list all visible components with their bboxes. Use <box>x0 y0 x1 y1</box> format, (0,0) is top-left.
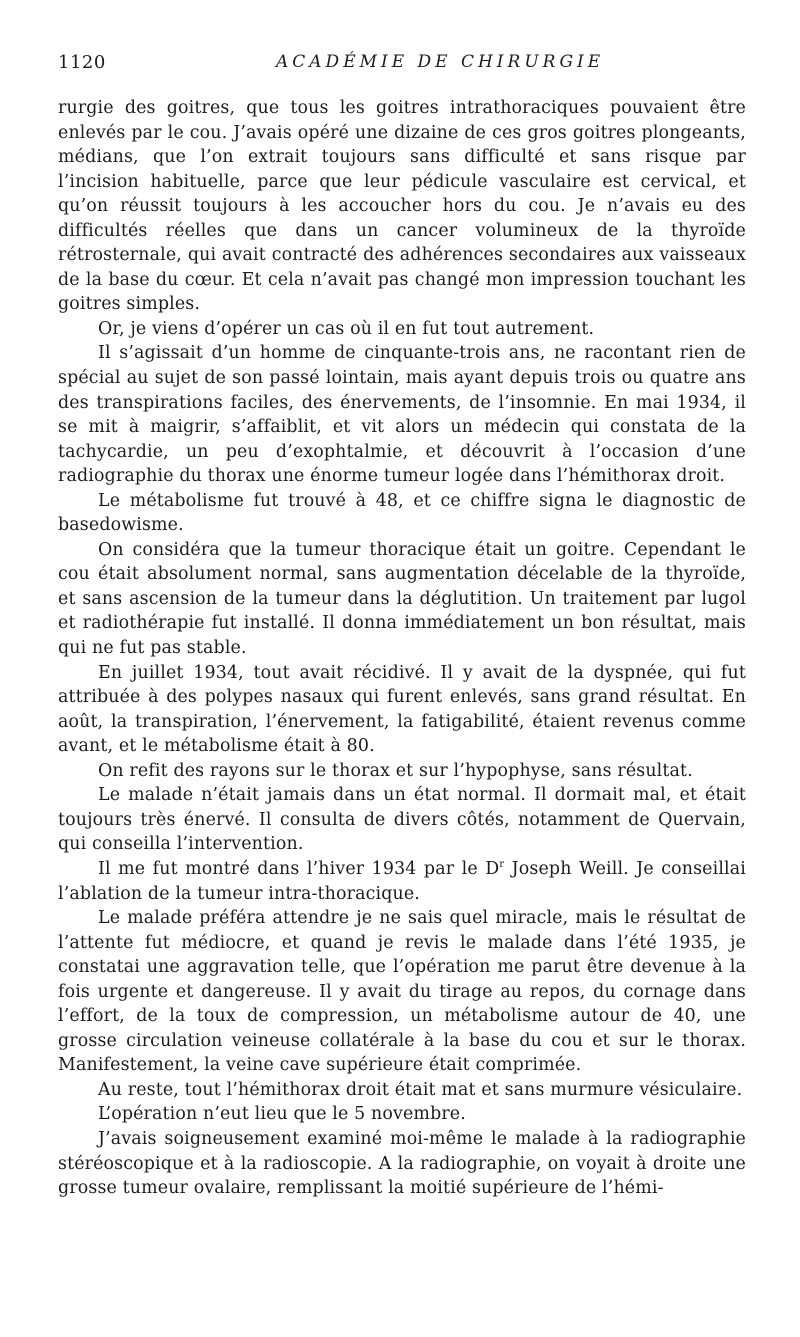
paragraph: On considéra que la tumeur thoracique était un goitre. Cependant le cou était absolument normal, sans augmentation décelable de la thyroïde, et sans ascension de la tumeur dans la déglutition. Un traitement par lugol et radiothérapie fut installé. Il donna immédiatement un bon résultat, mais qui ne fut pas stable. <box>58 539 746 659</box>
page-header <box>58 52 758 76</box>
paragraph: Le métabolisme fut trouvé à 48, et ce chiffre signa le diagnostic de basedowisme. <box>58 490 746 536</box>
paragraph: Il s’agissait d’un homme de cinquante-trois ans, ne racontant rien de spécial au sujet de son passé lointain, mais ayant depuis trois ou quatre ans des transpirations faciles, des énervements, de l’insomnie. En mai 1934, il se mit à maigrir, s’affaiblit, et vit alors un médecin qui constata de la tachycardie, un peu d’exophtalmie, et découvrit à l’occasion d’une radiographie du thorax une énorme tumeur logée dans l’hémithorax droit. <box>58 343 746 487</box>
running-title: ACADÉMIE DE CHIRURGIE <box>276 52 605 72</box>
paragraph-text: Il me fut montré dans l’hiver 1934 par le D <box>98 858 500 879</box>
paragraph: Au reste, tout l’hémithorax droit était mat et sans murmure vésiculaire. <box>98 1079 743 1100</box>
paragraph: Or, je viens d’opérer un cas où il en fut tout autrement. <box>98 318 595 339</box>
paragraph: L’opération n’eut lieu que le 5 novembre. <box>98 1104 466 1125</box>
page-number: 1120 <box>58 52 106 73</box>
paragraph-continuation: rurgie des goitres, que tous les goitres intrathoraciques pouvaient être enlevés par le cou. J’avais opéré une dizaine de ces gros goitres plongeants, médians, que l’on extrait toujours sans difficulté et sans risque par l’incision habituelle, parce que leur pédicule vasculaire est cervical, et qu’on réussit toujours à les accoucher hors du cou. Je n’avais eu des difficultés réelles que dans un cancer volumineux de la thyroïde rétrosternale, qui avait contracté des adhérences secondaires aux vaisseaux de la base du cœur. Et cela n’avait pas changé mon impression touchant les goitres simples. <box>58 98 746 315</box>
paragraph: Le malade n’était jamais dans un état normal. Il dormait mal, et était toujours très énervé. Il consulta de divers côtés, notamment de Quervain, qui conseilla l’intervention. <box>58 785 746 855</box>
paragraph: On refit des rayons sur le thorax et sur l’hypophyse, sans résultat. <box>98 760 693 781</box>
superscript: r <box>499 859 505 871</box>
paragraph-text: Joseph Weill. Je conseillai l’ablation de la tumeur intra-thoracique. <box>58 858 746 904</box>
paragraph <box>58 857 746 906</box>
paragraph: J’avais soigneusement examiné moi-même le malade à la radiographie stéréoscopique et à la radioscopie. A la radiographie, on voyait à droite une grosse tumeur ovalaire, remplissant la moitié supérieure de l’hémi- <box>58 1128 746 1199</box>
article-body <box>58 96 746 1201</box>
paragraph: En juillet 1934, tout avait récidivé. Il y avait de la dyspnée, qui fut attribuée à des polypes nasaux qui furent enlevés, sans grand résultat. En août, la transpiration, l’énervement, la fatigabilité, étaient revenus comme avant, et le métabolisme était à 80. <box>58 662 746 757</box>
paragraph: Le malade préféra attendre je ne sais quel miracle, mais le résultat de l’attente fut médiocre, et quand je revis le malade dans l’été 1935, je constatai une aggravation telle, que l’opération me parut être devenue à la fois urgente et dangereuse. Il y avait du tirage au repos, du cornage dans l’effort, de la toux de compression, un métabolisme autour de 40, une grosse circulation veineuse collatérale à la base du cou et sur le thorax. Manifestement, la veine cave supérieure était comprimée. <box>58 908 746 1076</box>
